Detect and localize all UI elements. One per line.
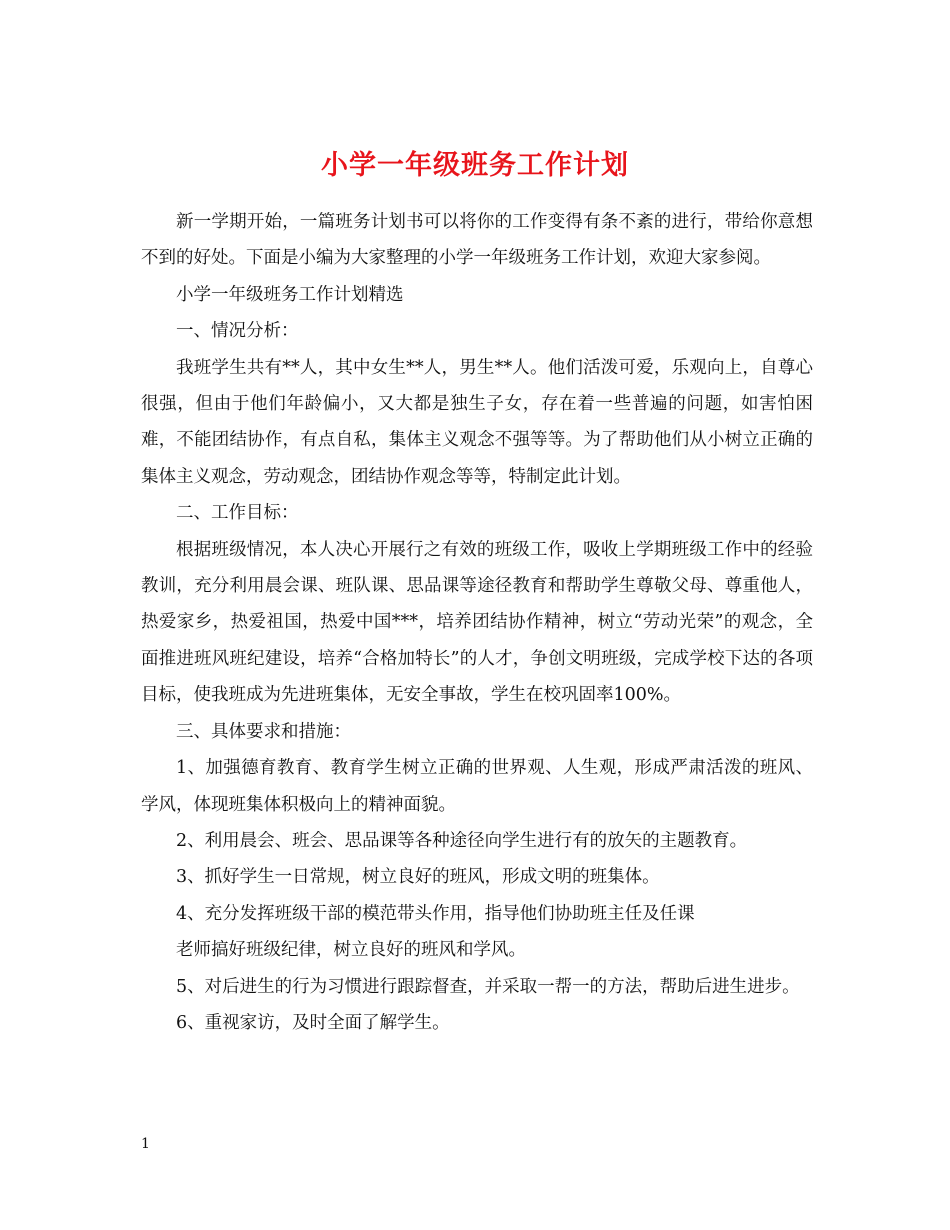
page-number: 1 [141,1136,150,1152]
section-heading-measures: 三、具体要求和措施： [176,721,351,742]
paragraph-subtitle: 小学一年级班务工作计划精选 [176,284,404,305]
list-item-measure-2: 2、利用晨会、班会、思品课等各种途径向学生进行有的放矢的主题教育。 [176,830,748,851]
list-item-measure-1: 1、加强德育教育、教育学生树立正确的世界观、人生观，形成严肃活泼的班风、学风，体现班集体积极向上的精神面貌。 [141,758,813,815]
list-item-measure-3: 3、抓好学生一日常规，树立良好的班风，形成文明的班集体。 [176,867,660,888]
list-item-measure-4: 4、充分发挥班级干部的模范带头作用，指导他们协助班主任及任课 [176,903,695,924]
list-item-measure-6: 6、重视家访，及时全面了解学生。 [176,1012,450,1033]
paragraph-situation: 我班学生共有**人，其中女生**人，男生**人。他们活泼可爱，乐观向上，自尊心很强，但由于他们年龄偏小，又大都是独生子女，存在着一些普遍的问题，如害怕困难，不能团结协作，有点自私，集体主义观念不强等等。为了帮助他们从小树立正确的集体主义观念，劳动观念，团结协作观念等等，特制定此计划。 [141,357,813,487]
list-item-measure-5: 5、对后进生的行为习惯进行跟踪督查，并采取一帮一的方法，帮助后进生进步。 [176,976,800,997]
document-body [141,204,813,1041]
paragraph-intro: 新一学期开始，一篇班务计划书可以将你的工作变得有条不紊的进行，带给你意想不到的好处。下面是小编为大家整理的小学一年级班务工作计划，欢迎大家参阅。 [141,212,813,269]
list-item-measure-4-continued: 老师搞好班级纪律，树立良好的班风和学风。 [176,940,526,961]
paragraph-goals: 根据班级情况，本人决心开展行之有效的班级工作，吸收上学期班级工作中的经验教训，充分利用晨会课、班队课、思品课等途径教育和帮助学生尊敬父母、尊重他人，热爱家乡，热爱祖国，热爱中国***，培养团结协作精神，树立“劳动光荣”的观念，全面推进班风班纪建设，培养“合格加特长”的人才，争创文明班级，完成学校下达的各项目标，使我班成为先进班集体，无安全事故，学生在校巩固率100%。 [141,539,813,706]
document-title: 小学一年级班务工作计划 [321,150,629,182]
section-heading-goals: 二、工作目标： [176,503,299,524]
section-heading-situation: 一、情况分析： [176,321,299,342]
